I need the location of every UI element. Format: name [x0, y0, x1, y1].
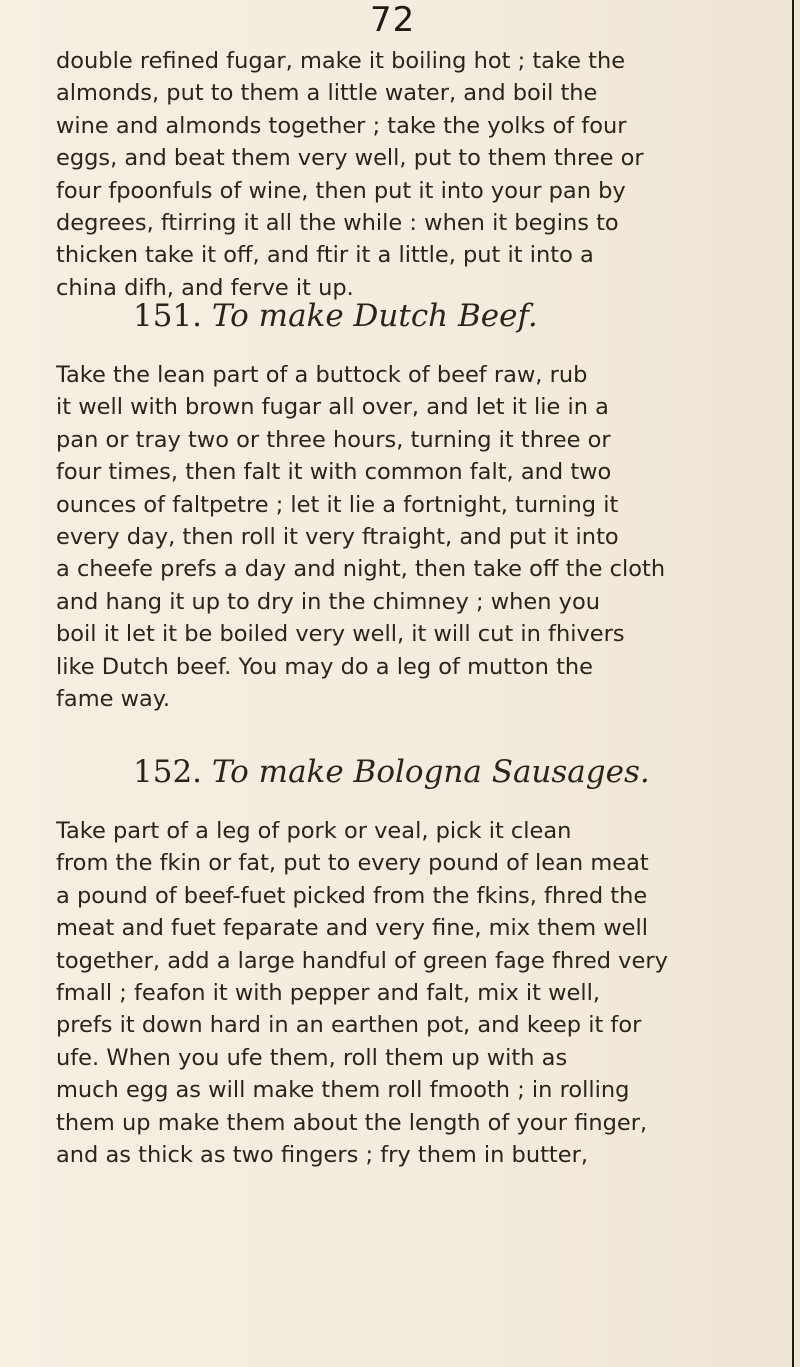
- text-line: much egg as will make them roll fmooth ; in rolling: [56, 1077, 630, 1104]
- text-line: from the fkin or fat, put to every pound of lean meat: [56, 850, 649, 877]
- text-line: ufe. When you ufe them, roll them up with as: [56, 1044, 568, 1071]
- text-line: like Dutch beef. You may do a leg of mutton the: [56, 653, 594, 680]
- text-line: a pound of beef-fuet picked from the fkins, fhred the: [56, 882, 648, 909]
- text-line: thicken take it off, and ftir it a little, put it into a: [56, 242, 594, 269]
- text-line: it well with brown fugar all over, and let it lie in a: [56, 394, 609, 421]
- text-line: almonds, put to them a little water, and boil the: [56, 80, 598, 107]
- text-line: pan or tray two or three hours, turning it three or: [56, 426, 611, 453]
- text-line: double refined fugar, make it boiling hot ; take the: [56, 48, 626, 74]
- text-line: boil it let it be boiled very well, it will cut in fhivers: [56, 621, 625, 648]
- text-line: Take part of a leg of pork or veal, pick it clean: [56, 818, 572, 844]
- page-number: 72: [370, 0, 416, 40]
- text-line: four fpoonfuls of wine, then put it into your pan by: [56, 177, 626, 204]
- text-line: meat and fuet feparate and very fine, mix them well: [56, 915, 649, 942]
- text-line: every day, then roll it very ftraight, and put it into: [56, 523, 619, 550]
- text-line: wine and almonds together ; take the yolks of four: [56, 112, 627, 139]
- intro-paragraph: [56, 45, 796, 304]
- text-line: and as thick as two fingers ; fry them in butter,: [56, 1141, 588, 1168]
- text-line: fmall ; feafon it with pepper and falt, mix it well,: [56, 979, 601, 1006]
- text-line: and hang it up to dry in the chimney ; when you: [56, 588, 600, 615]
- recipe-title: To make Dutch Beef.: [211, 298, 538, 334]
- recipe-title: To make Bologna Sausages.: [211, 754, 650, 790]
- text-line: fame way.: [56, 685, 171, 712]
- recipe-heading-dutch-beef: [133, 296, 538, 336]
- text-line: four times, then falt it with common falt, and two: [56, 459, 612, 486]
- text-line: them up make them about the length of your finger,: [56, 1109, 648, 1136]
- text-line: together, add a large handful of green fage fhred very: [56, 947, 668, 974]
- recipe-heading-bologna-sausages: [133, 752, 650, 792]
- recipe-number: 152.: [133, 754, 203, 790]
- text-line: a cheefe prefs a day and night, then take off the cloth: [56, 556, 666, 583]
- text-line: ounces of faltpetre ; let it lie a fortnight, turning it: [56, 491, 619, 518]
- text-line: prefs it down hard in an earthen pot, and keep it for: [56, 1012, 642, 1039]
- text-line: eggs, and beat them very well, put to them three or: [56, 145, 644, 172]
- recipe-body-dutch-beef: [56, 359, 796, 715]
- recipe-body-bologna-sausages: [56, 815, 796, 1171]
- recipe-number: 151.: [133, 298, 203, 334]
- text-line: degrees, ftirring it all the while : when it begins to: [56, 209, 619, 236]
- text-line: Take the lean part of a buttock of beef raw, rub: [56, 362, 588, 388]
- text-line: china difh, and ferve it up.: [56, 274, 354, 301]
